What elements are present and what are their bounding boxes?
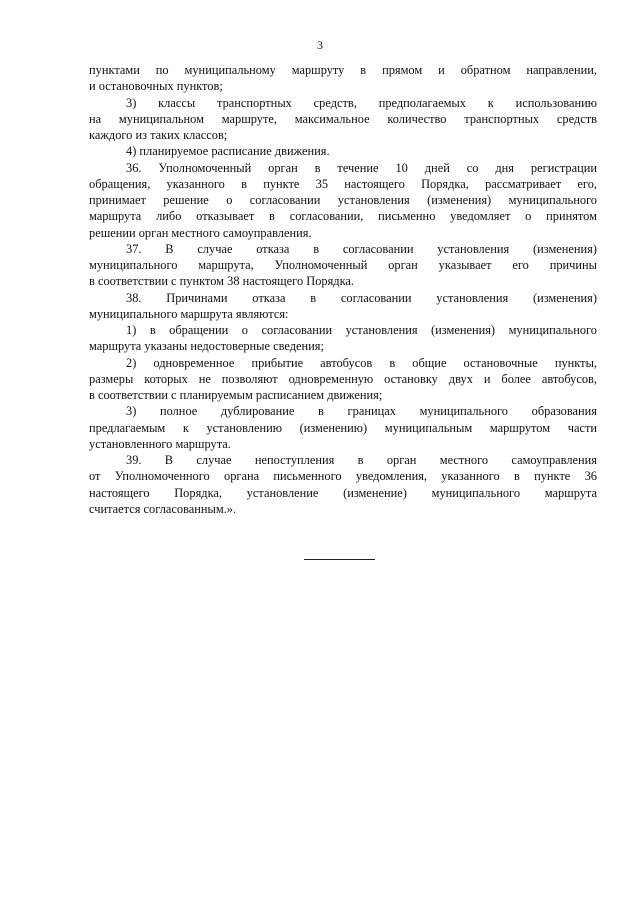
clause-36-line: 36. Уполномоченный орган в течение 10 дней со дня регистрации (126, 160, 597, 175)
list-item-3-line: 3) полное дублирование в границах муниципального образования (126, 404, 597, 419)
page-number: 3 (317, 38, 323, 52)
list-item-3-line: 3) классы транспортных средств, предполагаемых к использованию (126, 95, 597, 110)
text-line: в соответствии с планируемым расписанием движения; (89, 388, 383, 402)
text-line: муниципального маршрута, Уполномоченный орган указывает его причины (89, 258, 597, 272)
text-line: маршрута либо отказывает в согласовании, письменно уведомляет о принятом (89, 209, 597, 224)
text-line: в соответствии с пунктом 38 настоящего Порядка. (89, 274, 355, 289)
clause-39-line: 39. В случае непоступления в орган местного самоуправления (126, 453, 597, 467)
document-body (89, 62, 597, 517)
text-line: на муниципальном маршруте, максимальное количество транспортных средств (89, 111, 597, 126)
clause-38-line: 38. Причинами отказа в согласовании установления (изменения) (126, 290, 597, 305)
text-line: маршрута указаны недостоверные сведения; (89, 339, 324, 354)
text-line: решении орган местного самоуправления. (89, 225, 312, 240)
text-line: установленного маршрута. (89, 436, 231, 451)
text-line: каждого из таких классов; (89, 128, 228, 142)
text-line: обращения, указанного в пункте 35 настоящего Порядка, рассматривает его, (89, 176, 597, 191)
text-line: и остановочных пунктов; (89, 79, 223, 94)
text-line: предлагаемым к установлению (изменению) муниципальным маршрутом части (89, 420, 597, 435)
text-line: настоящего Порядка, установление (изменение) муниципального маршрута (89, 485, 597, 500)
clause-37-line: 37. В случае отказа в согласовании установления (изменения) (126, 241, 597, 256)
text-line: муниципального маршрута являются: (89, 306, 289, 321)
text-line: считается согласованным.». (89, 501, 237, 516)
text-line: пунктами по муниципальному маршруту в прямом и обратном направлении, (89, 63, 597, 77)
list-item-4-line: 4) планируемое расписание движения. (126, 144, 330, 159)
text-line: от Уполномоченного органа письменного уведомления, указанного в пункте 36 (89, 469, 597, 484)
end-separator-line (304, 559, 375, 560)
list-item-2-line: 2) одновременное прибытие автобусов в общие остановочные пункты, (126, 355, 597, 370)
text-line: размеры которых не позволяют одновременную остановку двух и более автобусов, (89, 371, 597, 386)
list-item-1-line: 1) в обращении о согласовании установления (изменения) муниципального (126, 323, 597, 337)
text-line: принимает решение о согласовании установления (изменения) муниципального (89, 193, 597, 207)
